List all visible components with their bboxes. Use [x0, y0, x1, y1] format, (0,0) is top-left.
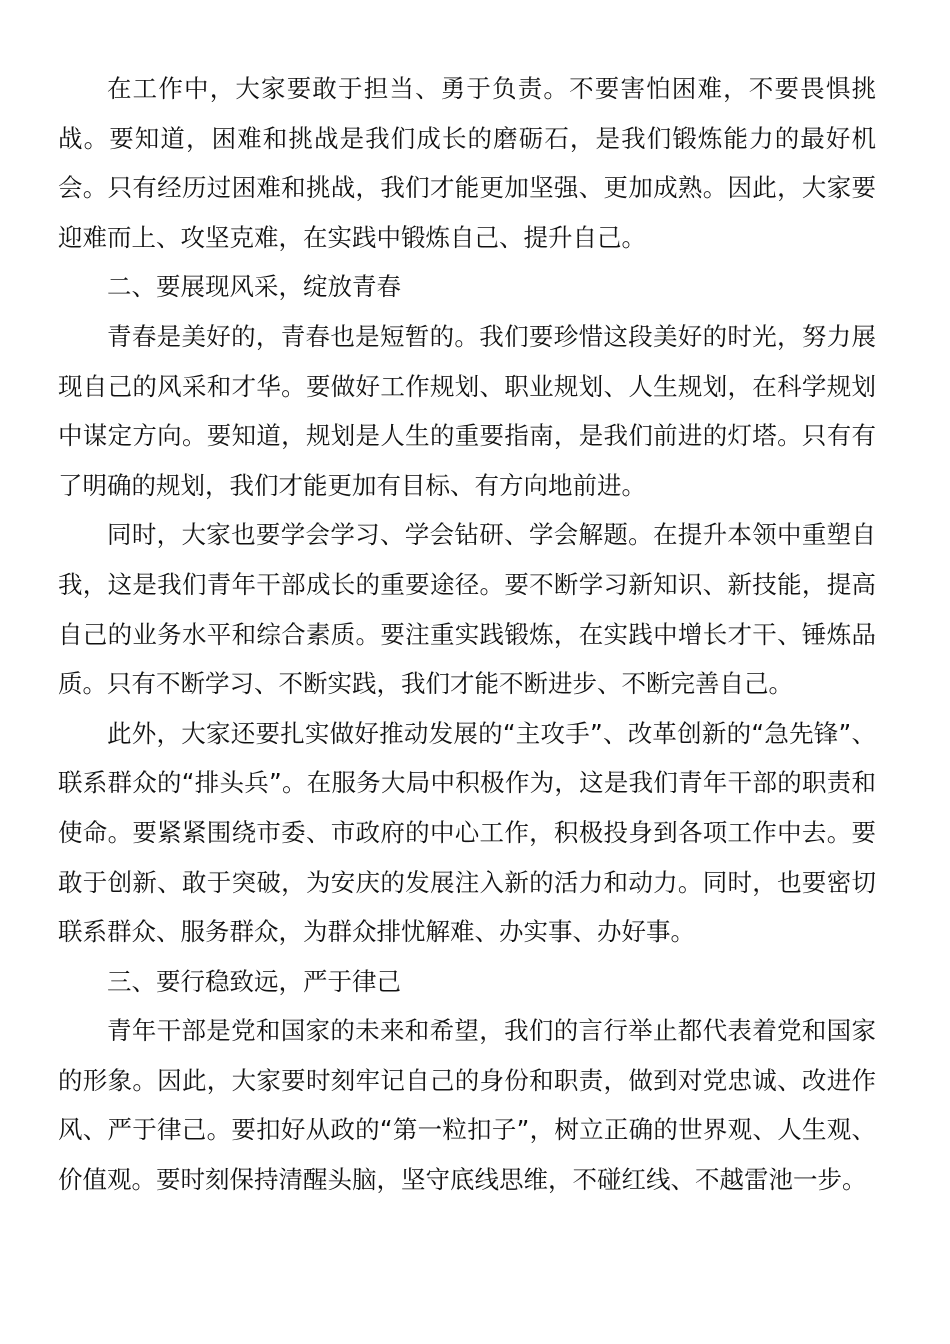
- document-page: [58, 64, 876, 1205]
- section-heading-3: 三、要行稳致远，严于律己: [107, 966, 401, 996]
- paragraph-work-responsibility: 在工作中，大家要敢于担当、勇于负责。不要害怕困难，不要畏惧挑战。要知道，困难和挑战是我们成长的磨砺石，是我们锻炼能力的最好机会。只有经历过困难和挑战，我们才能更加坚强、更加成熟。因此，大家要迎难而上、攻坚克难，在实践中锻炼自己、提升自己。: [58, 74, 876, 252]
- section-heading-2: 二、要展现风采，绽放青春: [107, 272, 401, 302]
- paragraph-learning: 同时，大家也要学会学习、学会钻研、学会解题。在提升本领中重塑自我，这是我们青年干部成长的重要途径。要不断学习新知识、新技能，提高自己的业务水平和综合素质。要注重实践锻炼，在实践中增长才干、锤炼品质。只有不断学习、不断实践，我们才能不断进步、不断完善自己。: [58, 520, 876, 699]
- paragraph-self-discipline: 青年干部是党和国家的未来和希望，我们的言行举止都代表着党和国家的形象。因此，大家要时刻牢记自己的身份和职责，做到对党忠诚、改进作风、严于律己。要扣好从政的“第一粒扣子”，树立正确的世界观、人生观、价值观。要时刻保持清醒头脑，坚守底线思维，不碰红线、不越雷池一步。: [58, 1016, 876, 1195]
- paragraph-youth-planning: 青春是美好的，青春也是短暂的。我们要珍惜这段美好的时光，努力展现自己的风采和才华。要做好工作规划、职业规划、人生规划，在科学规划中谋定方向。要知道，规划是人生的重要指南，是我们前进的灯塔。只有有了明确的规划，我们才能更加有目标、有方向地前进。: [58, 321, 876, 500]
- paragraph-development: 此外，大家还要扎实做好推动发展的“主攻手”、改革创新的“急先锋”、联系群众的“排头兵”。在服务大局中积极作为，这是我们青年干部的职责和使命。要紧紧围绕市委、市政府的中心工作，积极投身到各项工作中去。要敢于创新、敢于突破，为安庆的发展注入新的活力和动力。同时，也要密切联系群众、服务群众，为群众排忧解难、办实事、办好事。: [58, 718, 876, 947]
